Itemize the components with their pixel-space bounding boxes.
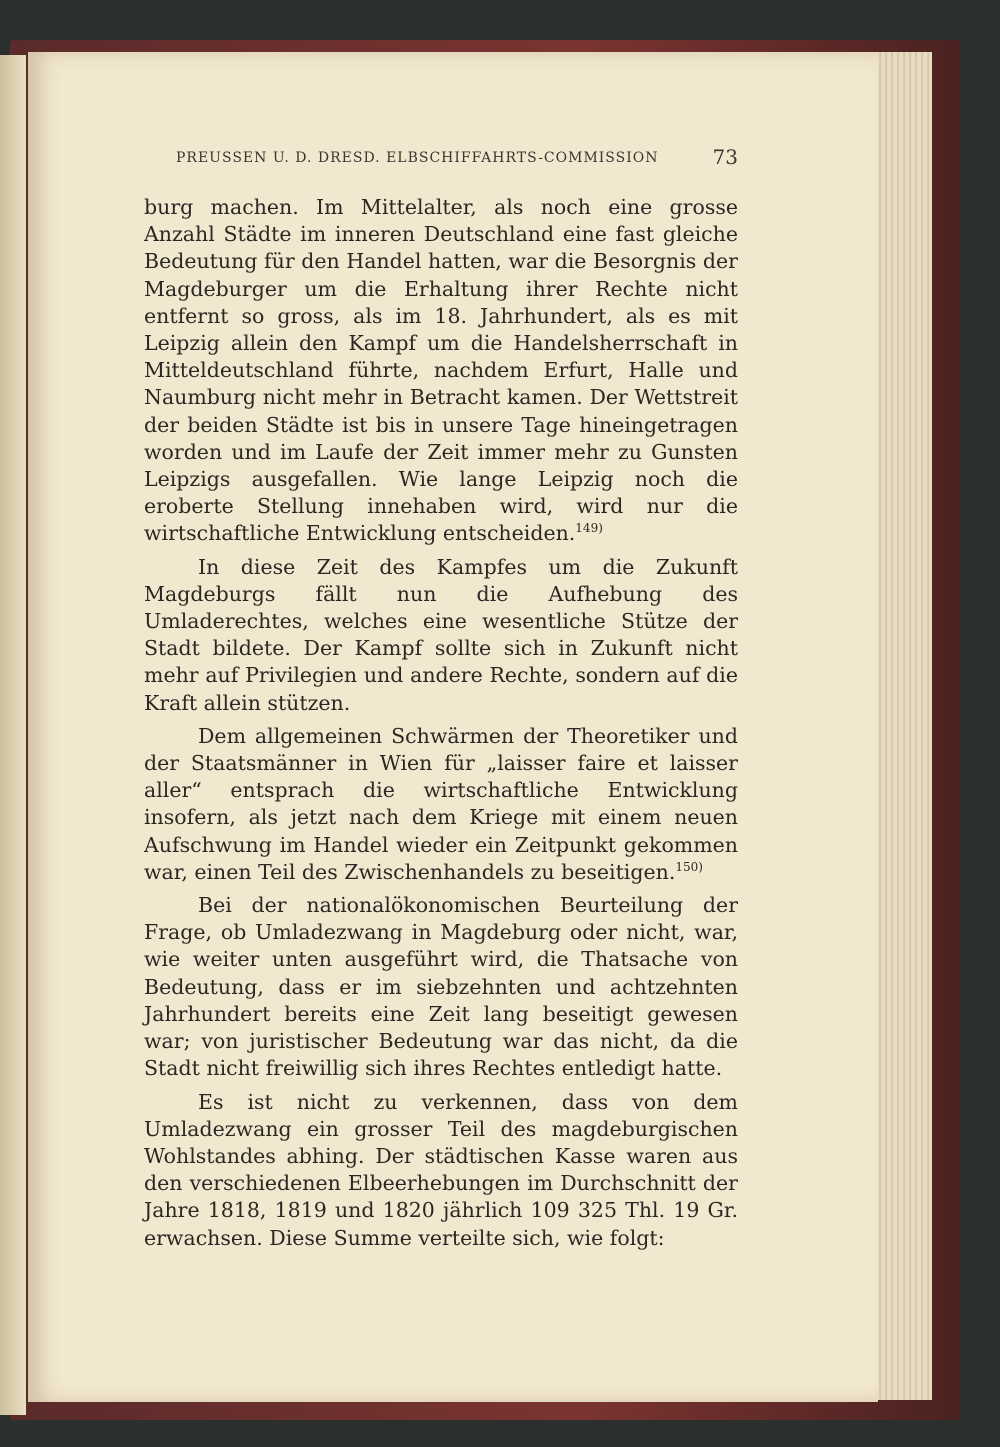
footnote-ref: 150) — [675, 860, 703, 875]
paragraph-text: Dem allgemeinen Schwärmen der Theoretiker und der Staatsmänner in Wien für „laisser faire et laisser aller“ entsprach die wirtschaftliche Entwicklung insofern, als jetzt nach dem Kriege mit einem neuen Aufschwung im Handel wieder ein Zeitpunkt gekommen war, einen Teil des Zwischenhandels zu beseitigen. — [144, 723, 738, 884]
facing-page-edge — [0, 55, 26, 1415]
paragraph-text: Es ist nicht zu verkennen, dass von dem Umladezwang ein grosser Teil des magdeburgischen Wohlstandes abhing. Der städtischen Kasse waren aus den verschiedenen Elbeerhebungen im Durchschnitt der Jahre 1818, 1819 und 1820 jährlich 109 325 Thl. 19 Gr. erwachsen. Diese Summe verteilte sich, wie folgt: — [144, 1089, 738, 1250]
page-block-edge — [870, 52, 932, 1400]
paragraph-text: Bei der nationalökonomischen Beurteilung der Frage, ob Umladezwang in Magdeburg oder nicht, war, wie weiter unten ausgeführt wird, die Thatsache von Bedeutung, dass er im siebzehnten und achtzehnten Jahrhundert bereits eine Zeit lang beseitigt gewesen war; von juristischer Bedeutung war das nicht, da die Stadt nicht freiwillig sich ihres Rechtes entledigt hatte. — [144, 893, 738, 1081]
page-header — [176, 145, 738, 172]
paragraph-2 — [144, 554, 738, 717]
page-number: 73 — [712, 145, 738, 169]
footnote-ref: 149) — [575, 521, 603, 536]
running-head: PREUSSEN U. D. DRESD. ELBSCHIFFAHRTS-COMMISSION — [176, 150, 659, 166]
paragraph-5 — [144, 1089, 738, 1252]
paragraph-3 — [144, 723, 738, 886]
paragraph-text: burg machen. Im Mittelalter, als noch eine grosse Anzahl Städte im inneren Deutschland eine fast gleiche Bedeutung für den Handel hatten, war die Besorgnis der Magdeburger um die Erhaltung ihrer Rechte nicht entfernt so gross, als im 18. Jahrhundert, als es mit Leipzig allein den Kampf um die Handelsherrschaft in Mitteldeutschland führte, nachdem Erfurt, Halle und Naumburg nicht mehr in Betracht kamen. Der Wettstreit der beiden Städte ist bis in unsere Tage hineingetragen worden und im Laufe der Zeit immer mehr zu Gunsten Leipzigs ausgefallen. Wie lange Leipzig noch die eroberte Stellung innehaben wird, wird nur die wirtschaftliche Entwicklung entscheiden. — [144, 195, 738, 546]
paragraph-4 — [144, 892, 738, 1082]
paragraph-1 — [144, 194, 738, 548]
page-body — [144, 194, 738, 1258]
paragraph-text: In diese Zeit des Kampfes um die Zukunft Magdeburgs fällt nun die Aufhebung des Umladerechtes, welches eine wesentliche Stütze der Stadt bildete. Der Kampf sollte sich in Zukunft nicht mehr auf Privilegien und andere Rechte, sondern auf die Kraft allein stützen. — [144, 554, 738, 715]
